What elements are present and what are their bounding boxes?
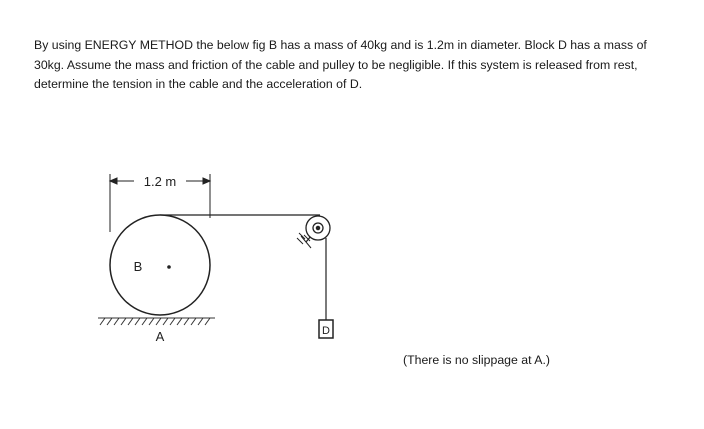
disk-b	[110, 215, 210, 315]
ground	[98, 318, 215, 325]
contact-label: A	[155, 329, 165, 344]
disk-center-dot	[167, 265, 171, 269]
block-label: D	[322, 325, 330, 337]
disk-label: B	[133, 259, 143, 274]
mechanics-figure	[90, 160, 350, 350]
slippage-note: (There is no slippage at A.)	[403, 353, 550, 367]
dimension-label: 1.2 m	[143, 174, 177, 189]
problem-statement: By using ENERGY METHOD the below fig B has a mass of 40kg and is 1.2m in diameter. Block D has a mass of 30kg. Assume the mass and friction of the cable and pulley to be negligible. If this system is released from rest, determine the tension in the cable and the acceleration of D.	[34, 38, 647, 91]
pulley	[297, 216, 330, 248]
